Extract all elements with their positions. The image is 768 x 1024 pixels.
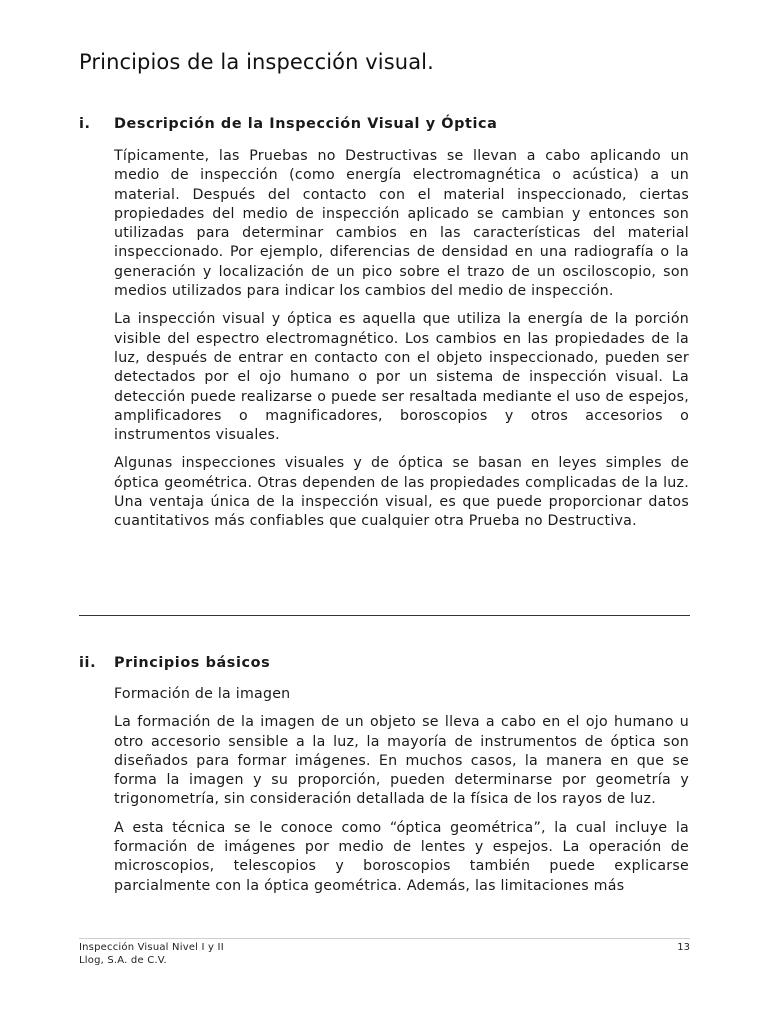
page-title: Principios de la inspección visual. bbox=[79, 50, 434, 74]
paragraph: La formación de la imagen de un objeto se lleva a cabo en el ojo humano u otro accesorio sensible a la luz, la mayoría de instrumentos de óptica son diseñados para formar imágenes. En muchos casos, la manera en que se forma la imagen y su proporción, pueden determinarse por geometría y trigonometría, sin consideración detallada de la física de los rayos de luz. bbox=[114, 714, 689, 808]
subheading: Formación de la imagen bbox=[114, 686, 291, 702]
section-heading-1 bbox=[79, 116, 691, 132]
section-heading-text: Principios básicos bbox=[114, 655, 271, 671]
page-number: 13 bbox=[677, 942, 690, 953]
paragraph: Algunas inspecciones visuales y de óptica se basan en leyes simples de óptica geométrica. Otras dependen de las propiedades complicadas de la luz. Una ventaja única de la inspección visual, es que puede proporcionar datos cuantitativos más confiables que cualquier otra Prueba no Destructiva. bbox=[114, 455, 689, 530]
footer-document-title: Inspección Visual Nivel I y II bbox=[79, 942, 224, 953]
footer-company: Llog, S.A. de C.V. bbox=[79, 955, 167, 966]
section-heading-text: Descripción de la Inspección Visual y Óptica bbox=[114, 116, 498, 132]
section-number: i. bbox=[79, 116, 91, 132]
footer-divider bbox=[79, 938, 690, 939]
section-body-1 bbox=[114, 147, 689, 541]
paragraph: Típicamente, las Pruebas no Destructivas se llevan a cabo aplicando un medio de inspección (como energía electromagnética o acústica) a un material. Después del contacto con el material inspeccionado, ciertas propiedades del medio de inspección aplicado se cambian y entonces son utilizadas para determinar cambios en las características del material inspeccionado. Por ejemplo, diferencias de densidad en una radiografía o la generación y localización de un pico sobre el trazo de un osciloscopio, son medios utilizados para indicar los cambios del medio de inspección. bbox=[114, 148, 689, 300]
section-body-2 bbox=[114, 685, 689, 905]
paragraph: La inspección visual y óptica es aquella que utiliza la energía de la porción visible del espectro electromagnético. Los cambios en las propiedades de la luz, después de entrar en contacto con el objeto inspeccionado, pueden ser detectados por el ojo humano o por un sistema de inspección visual. La detección puede realizarse o puede ser resaltada mediante el uso de espejos, amplificadores o magnificadores, boroscopios y otros accesorios o instrumentos visuales. bbox=[114, 311, 689, 444]
section-divider bbox=[79, 615, 690, 616]
section-heading-2 bbox=[79, 655, 691, 671]
paragraph: A esta técnica se le conoce como “óptica geométrica”, la cual incluye la formación de imágenes por medio de lentes y espejos. La operación de microscopios, telescopios y boroscopios también puede explicarse parcialmente con la óptica geométrica. Además, las limitaciones más bbox=[114, 819, 689, 894]
section-number: ii. bbox=[79, 655, 97, 671]
